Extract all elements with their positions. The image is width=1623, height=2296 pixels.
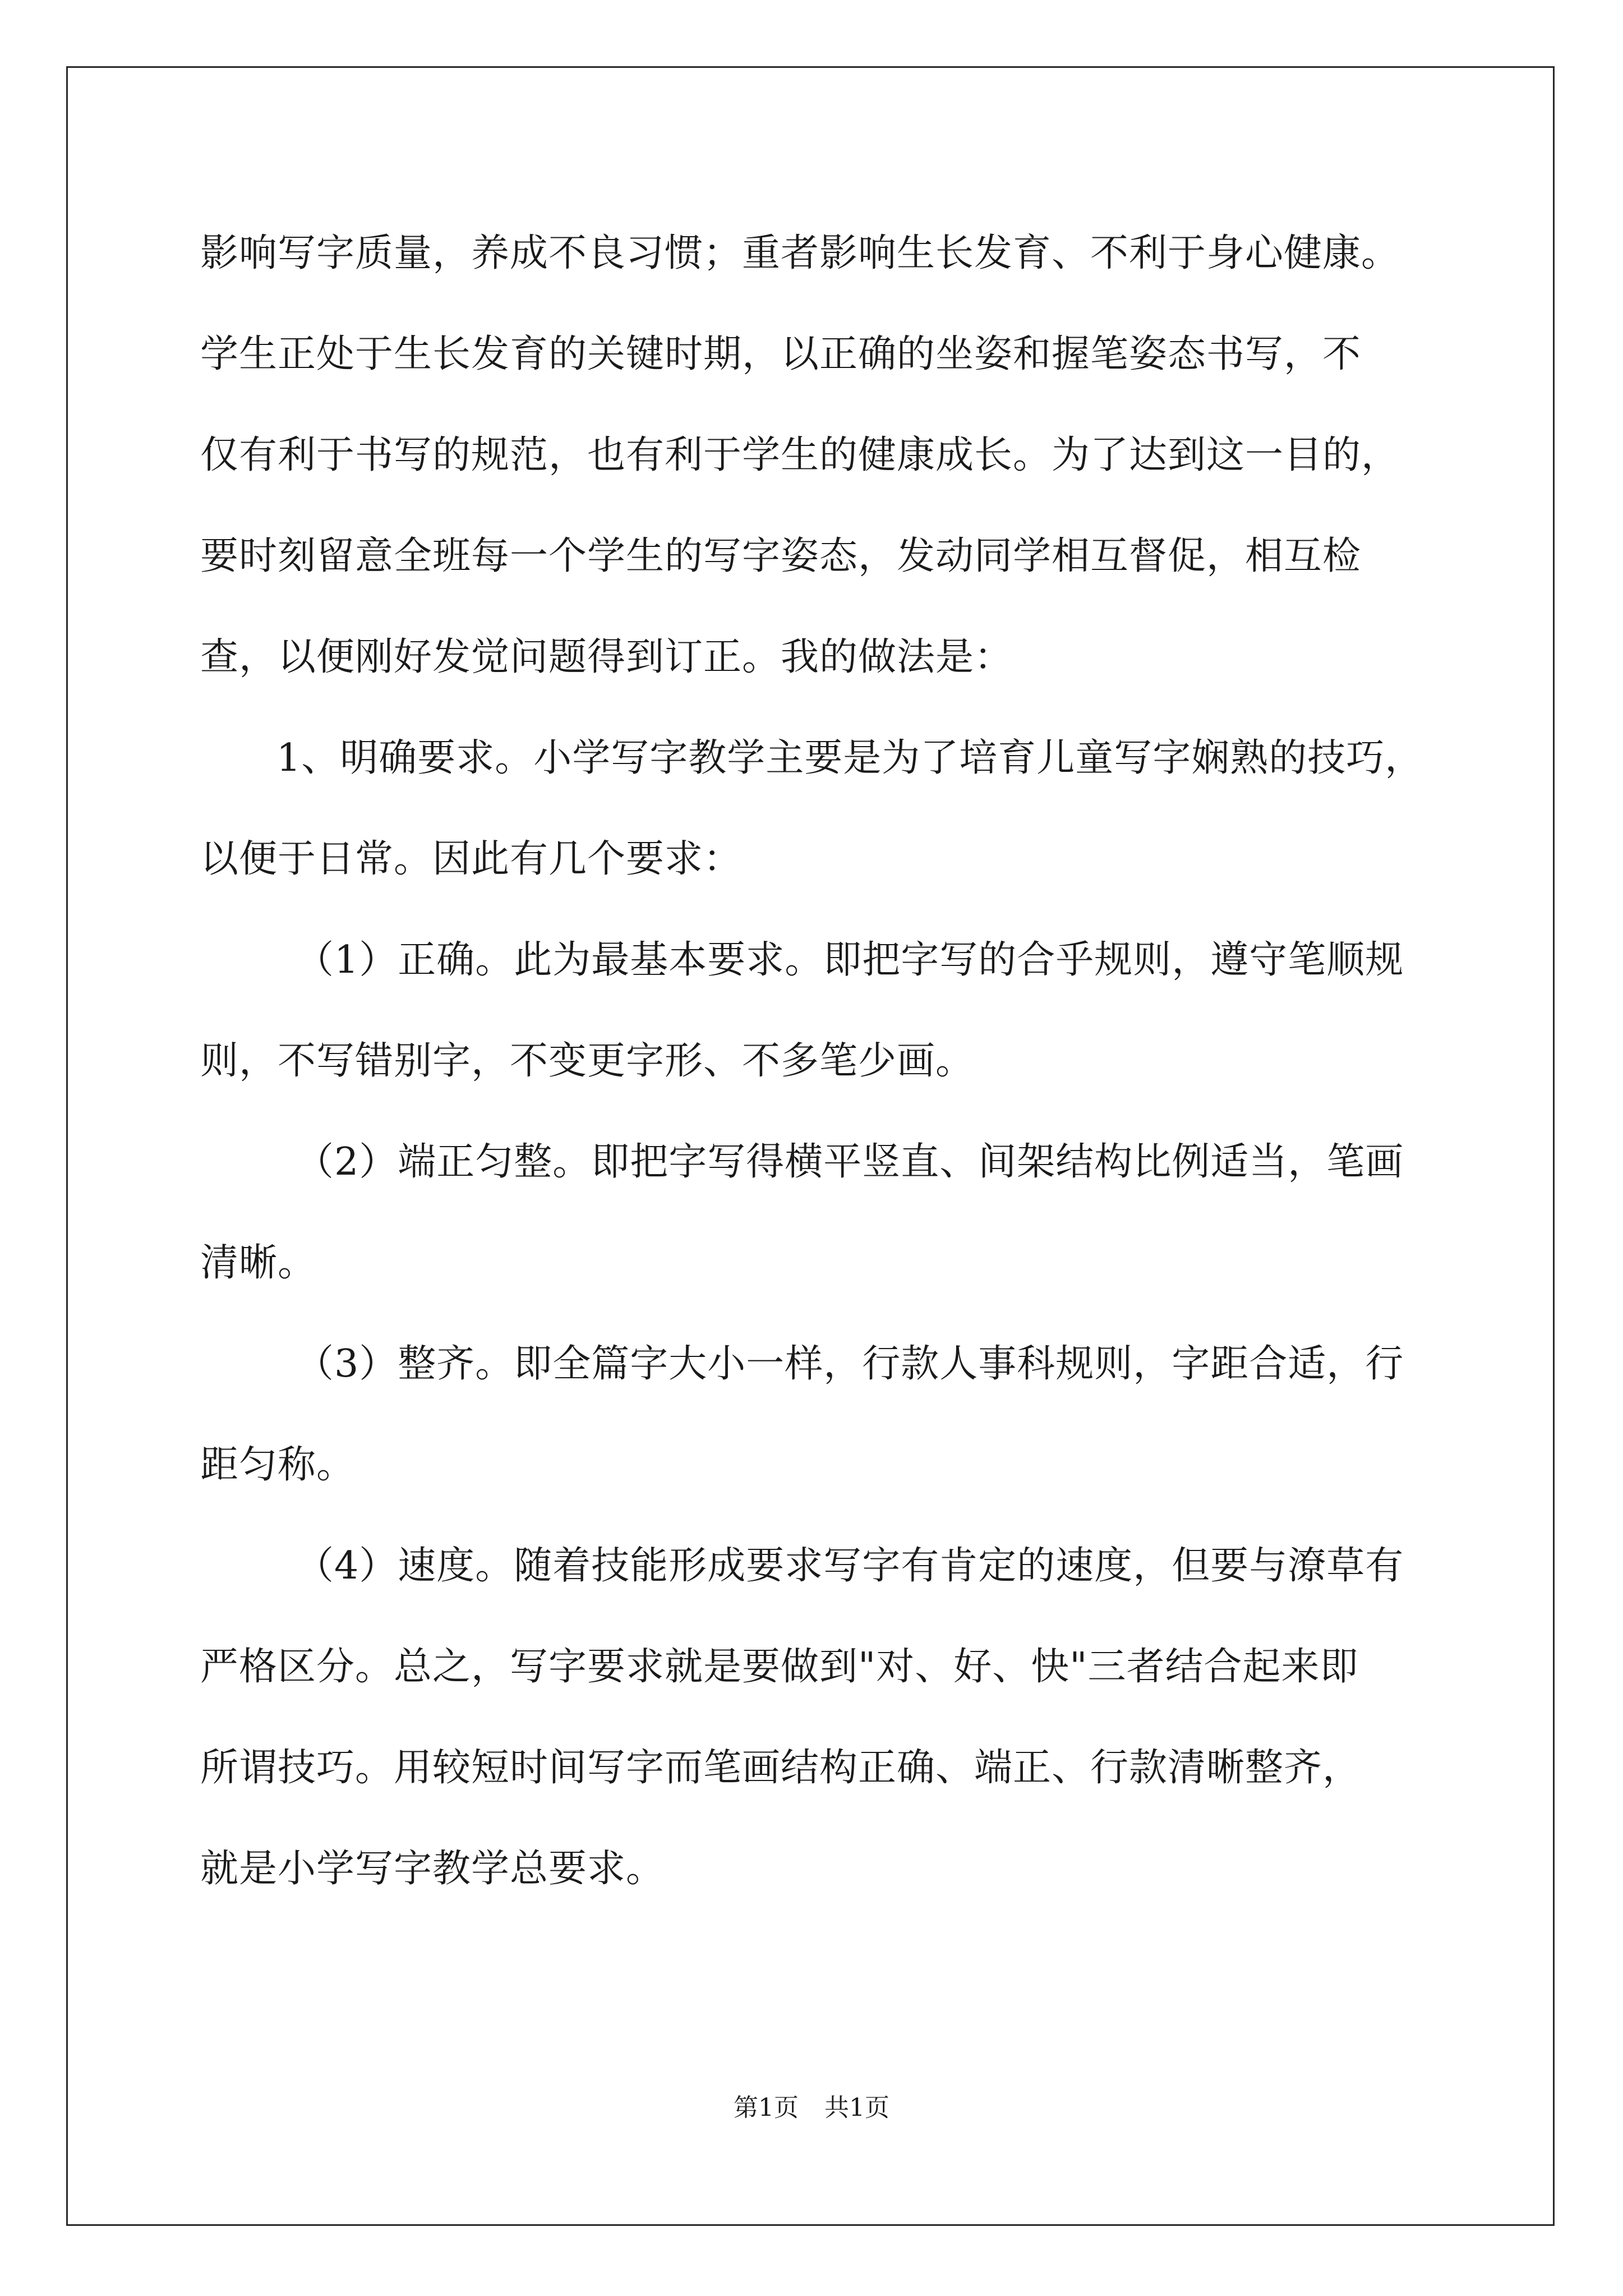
text-line-9: 则，不写错别字，不变更字形、不多笔少画。	[200, 1039, 975, 1083]
text-line-7: 以便于日常。因此有几个要求：	[200, 837, 743, 881]
text-line-10: （2）端正匀整。即把字写得横平竖直、间架结构比例适当，笔画	[296, 1140, 1404, 1184]
page-total: 共1页	[824, 2093, 889, 2122]
page-number: 第1页	[734, 2093, 799, 2122]
document-body	[200, 203, 1440, 1920]
text-line-5: 查，以便刚好发觉问题得到订正。我的做法是：	[200, 635, 1013, 679]
text-line-14: （4）速度。随着技能形成要求写字有肯定的速度，但要与潦草有	[296, 1544, 1404, 1588]
text-line-13: 距匀称。	[200, 1443, 356, 1487]
text-line-4: 要时刻留意全班每一个学生的写字姿态，发动同学相互督促，相互检	[200, 534, 1362, 578]
text-line-17: 就是小学写字教学总要求。	[200, 1847, 665, 1891]
text-line-8: （1）正确。此为最基本要求。即把字写的合乎规则，遵守笔顺规	[296, 938, 1404, 982]
text-line-6: 1、明确要求。小学写字教学主要是为了培育儿童写字娴熟的技巧，	[276, 736, 1424, 780]
text-line-11: 清晰。	[200, 1241, 317, 1285]
text-line-12: （3）整齐。即全篇字大小一样，行款人事科规则，字距合适，行	[296, 1342, 1404, 1386]
text-line-3: 仅有利于书写的规范，也有利于学生的健康成长。为了达到这一目的，	[200, 433, 1400, 477]
text-line-15: 严格区分。总之，写字要求就是要做到"对、好、快"三者结合起来即	[200, 1645, 1359, 1689]
text-line-16: 所谓技巧。用较短时间写字而笔画结构正确、端正、行款清晰整齐，	[200, 1746, 1362, 1790]
page-footer	[0, 2091, 1623, 2125]
text-line-1: 影响写字质量，养成不良习惯；重者影响生长发育、不利于身心健康。	[200, 231, 1400, 275]
text-line-2: 学生正处于生长发育的关键时期，以正确的坐姿和握笔姿态书写，不	[200, 332, 1362, 376]
